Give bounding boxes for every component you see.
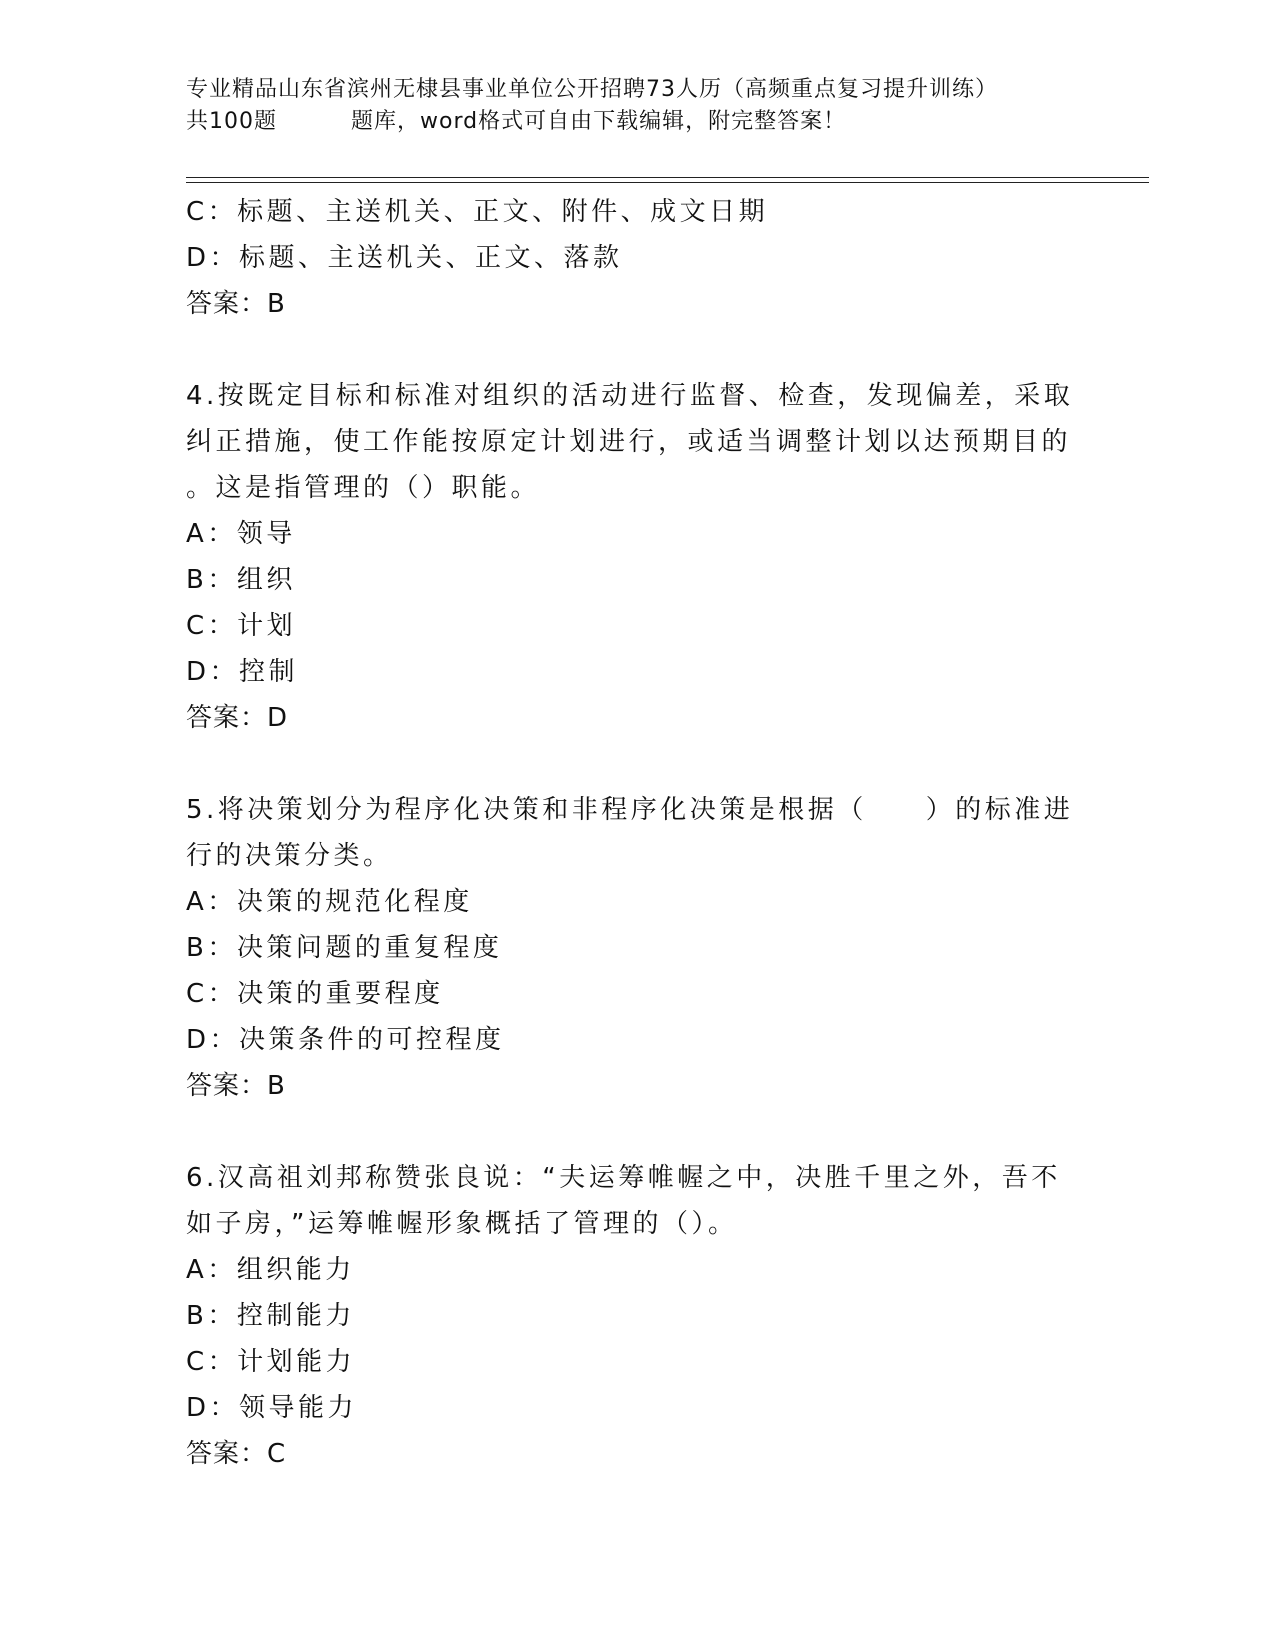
answer: 答案：B: [186, 1071, 286, 1101]
question-stem: 行的决策分类。: [186, 841, 393, 871]
header-subtitle-line: [186, 106, 1086, 138]
option-d: D：领导能力: [186, 1393, 358, 1423]
option-c: C：计划: [186, 611, 297, 641]
option-a: A：决策的规范化程度: [186, 887, 473, 917]
header-question-count: 共100题: [186, 109, 277, 134]
question-3-tail: [186, 189, 1066, 327]
question-stem: 如子房，”运筹帷幄形象概括了管理的（）。: [186, 1209, 738, 1239]
option-d: D：决策条件的可控程度: [186, 1025, 505, 1055]
question-stem: 5.将决策划分为程序化决策和非程序化决策是根据（ ）的标准进: [186, 795, 1074, 825]
question-5: [186, 787, 1074, 1109]
option-a: A：组织能力: [186, 1255, 355, 1285]
option-b: B：决策问题的重复程度: [186, 933, 503, 963]
question-stem: 4.按既定目标和标准对组织的活动进行监督、检查，发现偏差，采取: [186, 381, 1074, 411]
option-b: B：控制能力: [186, 1301, 355, 1331]
option-a: A：领导: [186, 519, 296, 549]
question-6: [186, 1155, 1066, 1477]
header-divider-bottom: [186, 182, 1149, 183]
question-4: [186, 373, 1074, 741]
page-header: [186, 74, 1086, 138]
option-b: B：组织: [186, 565, 296, 595]
option-d: D：标题、主送机关、正文、落款: [186, 243, 623, 273]
option-c: C：决策的重要程度: [186, 979, 444, 1009]
question-stem: 。这是指管理的（）职能。: [186, 473, 541, 503]
question-stem: 6.汉高祖刘邦称赞张良说：“夫运筹帷幄之中，决胜千里之外，吾不: [186, 1163, 1061, 1193]
answer: 答案：C: [186, 1439, 287, 1469]
header-title-line: 专业精品山东省滨州无棣县事业单位公开招聘73人历（高频重点复习提升训练）: [186, 77, 998, 102]
header-divider-top: [186, 177, 1149, 178]
option-c: C：标题、主送机关、正文、附件、成文日期: [186, 197, 769, 227]
answer: 答案：D: [186, 703, 289, 733]
answer: 答案：B: [186, 289, 286, 319]
question-stem: 纠正措施，使工作能按原定计划进行，或适当调整计划以达预期目的: [186, 427, 1072, 457]
option-c: C：计划能力: [186, 1347, 356, 1377]
option-d: D：控制: [186, 657, 299, 687]
document-body: [186, 189, 1074, 1477]
header-description: 题库，word格式可自由下载编辑，附完整答案！: [351, 109, 847, 134]
